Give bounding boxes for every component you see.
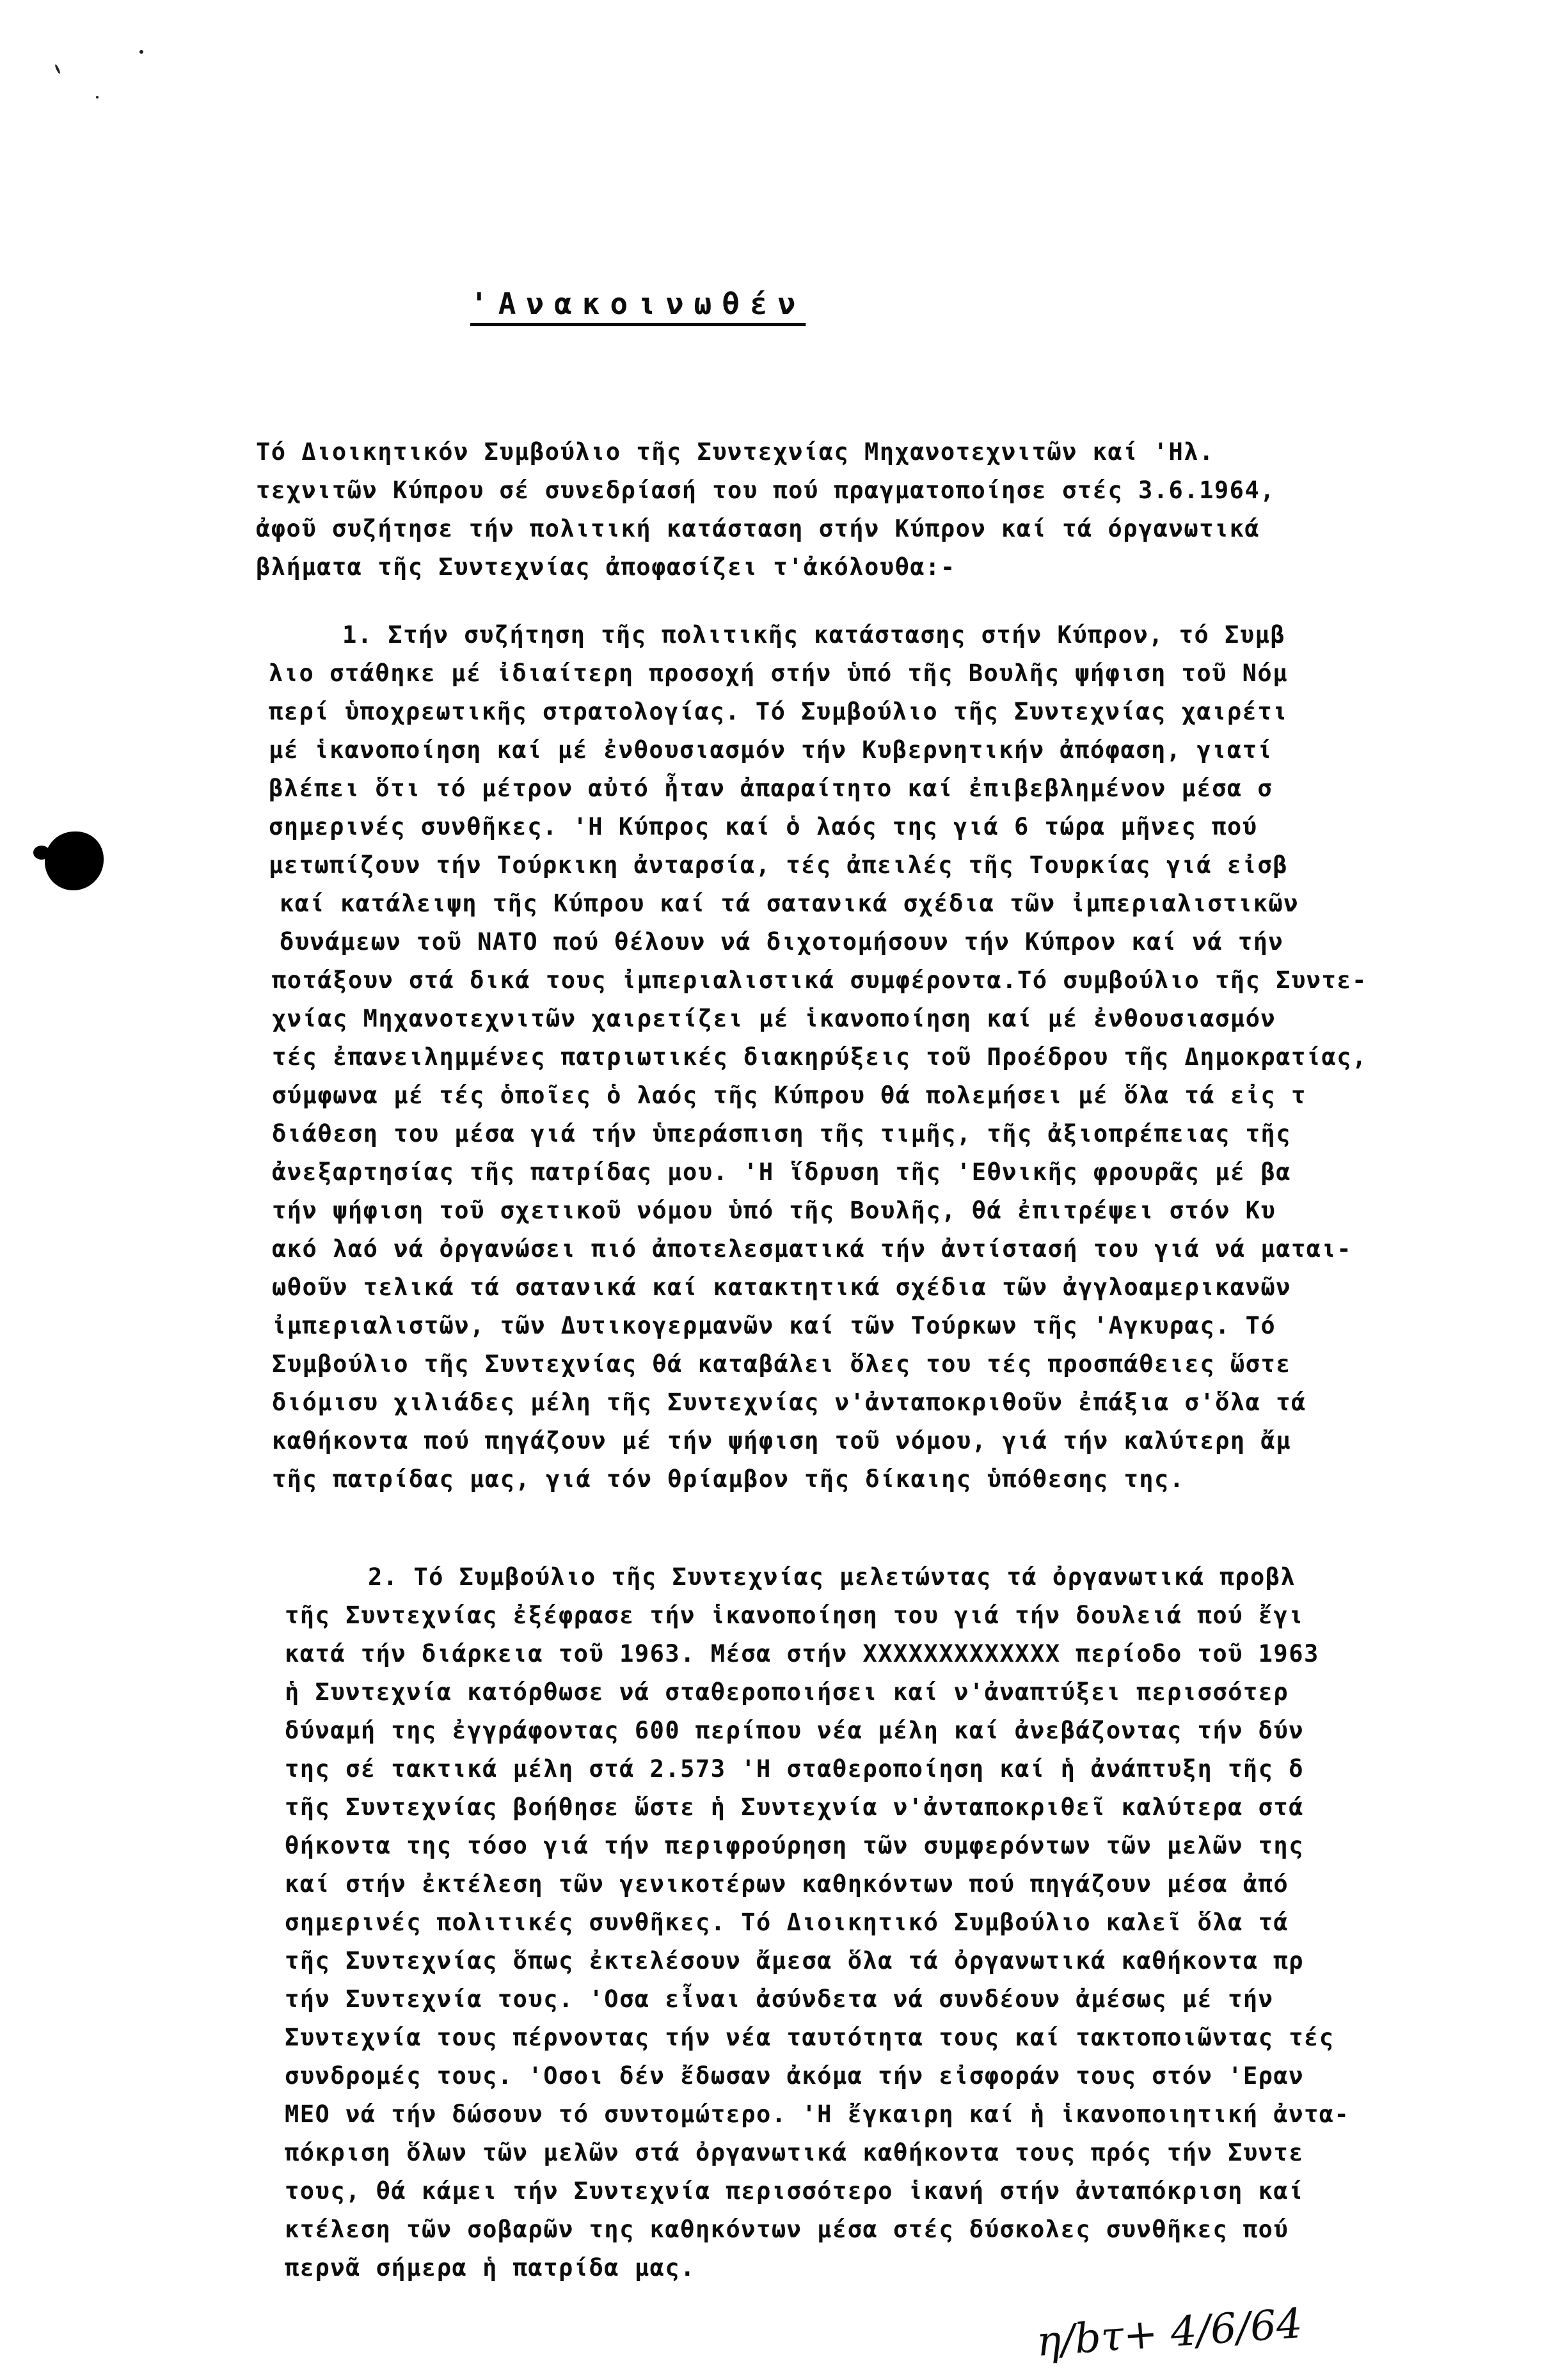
body-line: τεχνιτῶν Κύπρου σέ συνεδρίασή του πού πραγματοποίησε στές 3.6.1964, (256, 477, 1275, 504)
body-line: θήκοντα της τόσο γιά τήν περιφρούρηση τῶν συμφερόντων τῶν μελῶν της (285, 1832, 1304, 1859)
body-line: τῆς Συντεχνίας βοήθησε ὥστε ἡ Συντεχνία ν'ἀνταποκριθεῖ καλύτερα στά (285, 1793, 1304, 1821)
body-line: ἡ Συντεχνία κατόρθωσε νά σταθεροποιήσει καί ν'ἀναπτύξει περισσότερ (285, 1678, 1289, 1706)
body-line: ποτάξουν στά δικά τους ἰμπεριαλιστικά συμφέροντα.Τό συμβούλιο τῆς Συντε- (272, 966, 1367, 994)
body-line: περί ὑποχρεωτικῆς στρατολογίας. Τό Συμβούλιο τῆς Συντεχνίας χαιρέτι (269, 698, 1288, 725)
body-line: περνᾶ σήμερα ἡ πατρίδα μας. (285, 2254, 695, 2281)
body-line: κατά τήν διάρκεια τοῦ 1963. Μέσα στήν ΧΧΧΧΧΧΧΧΧΧΧΧΧ περίοδο τοῦ 1963 (285, 1640, 1319, 1667)
body-line: διάθεση του μέσα γιά τήν ὑπεράσπιση τῆς τιμῆς, τῆς ἀξιοπρέπειας τῆς (272, 1120, 1291, 1147)
body-line: Συντεχνία τους πέρνοντας τήν νέα ταυτότητα τους καί τακτοποιῶντας τές (285, 2024, 1335, 2051)
body-line: μετωπίζουν τήν Τούρκικη ἀνταρσία, τές ἀπειλές τῆς Τουρκίας γιά εἰσβ (269, 851, 1288, 879)
handwritten-annotation: η/bτ+ 4/6/64 (1035, 2300, 1304, 2366)
body-line: χνίας Μηχανοτεχνιτῶν χαιρετίζει μέ ἱκανοποίηση καί μέ ἐνθουσιασμόν (272, 1005, 1276, 1032)
body-line: Τό Διοικητικόν Συμβούλιο τῆς Συντεχνίας Μηχανοτεχνιτῶν καί 'Ηλ. (256, 438, 1214, 466)
body-line: τῆς Συντεχνίας ὅπως ἐκτελέσουν ἄμεσα ὅλα τά ὀργανωτικά καθήκοντα πρ (285, 1947, 1304, 1974)
body-line: συνδρομές τους. 'Οσοι δέν ἔδωσαν ἀκόμα τήν εἰσφοράν τους στόν 'Εραν (285, 2062, 1304, 2090)
body-line: 1. Στήν συζήτηση τῆς πολιτικῆς κατάστασης στήν Κύπρον, τό Συμβ (342, 621, 1286, 649)
body-line: κτέλεση τῶν σοβαρῶν της καθηκόντων μέσα στές δύσκολες συνθῆκες πού (285, 2216, 1289, 2243)
body-line: καί στήν ἐκτέλεση τῶν γενικοτέρων καθηκόντων πού πηγάζουν μέσα ἀπό (285, 1870, 1289, 1898)
body-line: τους, θά κάμει τήν Συντεχνία περισσότερο ἱκανή στήν ἀνταπόκριση καί (285, 2177, 1304, 2205)
body-line: ωθοῦν τελικά τά σατανικά καί κατακτητικά σχέδια τῶν ἀγγλοαμερικανῶν (272, 1273, 1291, 1301)
body-line: διόμισυ χιλιάδες μέλη τῆς Συντεχνίας ν'ἀνταποκριθοῦν ἐπάξια σ'ὅλα τά (272, 1389, 1307, 1416)
body-line: πόκριση ὅλων τῶν μελῶν στά ὀργανωτικά καθήκοντα τους πρός τήν Συντε (285, 2139, 1304, 2166)
body-line: καθήκοντα πού πηγάζουν μέ τήν ψήφιση τοῦ νόμου, γιά τήν καλύτερη ἄμ (272, 1427, 1291, 1454)
body-line: δύναμή της ἐγγράφοντας 600 περίπου νέα μέλη καί ἀνεβάζοντας τήν δύν (285, 1717, 1304, 1744)
body-line: ΜΕΟ νά τήν δώσουν τό συντομώτερο. 'Η ἔγκαιρη καί ἡ ἱκανοποιητική ἀντα- (285, 2100, 1350, 2128)
scan-speck (54, 64, 61, 74)
body-line: ἰμπεριαλιστῶν, τῶν Δυτικογερμανῶν καί τῶν Τούρκων τῆς 'Αγκυρας. Τό (272, 1312, 1276, 1339)
body-line: Συμβούλιο τῆς Συντεχνίας θά καταβάλει ὅλες του τές προσπάθειες ὥστε (272, 1350, 1291, 1378)
body-line: ακό λαό νά ὀργανώσει πιό ἀποτελεσματικά τήν ἀντίστασή του γιά νά μαται- (272, 1235, 1353, 1263)
body-line: σύμφωνα μέ τές ὁποῖες ὁ λαός τῆς Κύπρου θά πολεμήσει μέ ὅλα τά εἰς τ (272, 1082, 1307, 1109)
body-line: λιο στάθηκε μέ ἰδιαίτερη προσοχή στήν ὑπό τῆς Βουλῆς ψήφιση τοῦ Νόμ (269, 659, 1288, 687)
body-line: τῆς Συντεχνίας ἐξέφρασε τήν ἱκανοποίηση του γιά τήν δουλειά πού ἔγι (285, 1602, 1304, 1629)
body-line: της σέ τακτικά μέλη στά 2.573 'Η σταθεροποίηση καί ἡ ἀνάπτυξη τῆς δ (285, 1755, 1304, 1783)
body-line: ἀφοῦ συζήτησε τήν πολιτική κατάσταση στήν Κύπρον καί τά όργανωτικά (256, 515, 1260, 542)
ink-blot (45, 831, 104, 890)
body-line: καί κατάλειψη τῆς Κύπρου καί τά σατανικά σχέδια τῶν ἰμπεριαλιστικῶν (280, 890, 1299, 917)
body-line: μέ ἱκανοποίηση καί μέ ἐνθουσιασμόν τήν Κυβερνητικήν ἀπόφαση, γιατί (269, 736, 1273, 764)
body-line: 2. Τό Συμβούλιο τῆς Συντεχνίας μελετώντας τά ὀργανωτικά προβλ (368, 1563, 1296, 1591)
body-line: δυνάμεων τοῦ ΝΑΤΟ πού θέλουν νά διχοτομήσουν τήν Κύπρον καί νά τήν (280, 928, 1284, 956)
body-line: τῆς πατρίδας μας, γιά τόν θρίαμβον τῆς δίκαιης ὑπόθεσης της. (272, 1465, 1185, 1493)
body-line: τήν ψήφιση τοῦ σχετικοῦ νόμου ὑπό τῆς Βουλῆς, θά ἐπιτρέψει στόν Κυ (272, 1197, 1276, 1224)
body-line: τήν Συντεχνία τους. 'Οσα εἶναι ἀσύνδετα νά συνδέουν ἀμέσως μέ τήν (285, 1985, 1274, 2013)
scan-speck (96, 96, 99, 99)
body-line: σημερινές πολιτικές συνθῆκες. Τό Διοικητικό Συμβούλιο καλεῖ ὅλα τά (285, 1909, 1289, 1936)
scan-speck (139, 50, 143, 54)
body-line: σημερινές συνθῆκες. 'Η Κύπρος καί ὁ λαός της γιά 6 τώρα μῆνες πού (269, 813, 1258, 840)
body-line: βλέπει ὅτι τό μέτρον αὐτό ἦταν ἀπαραίτητο καί ἐπιβεβλημένον μέσα σ (269, 775, 1273, 802)
body-line: βλήματα τῆς Συντεχνίας ἀποφασίζει τ'ἀκόλουθα:- (256, 553, 956, 581)
body-line: ἀνεξαρτησίας τῆς πατρίδας μου. 'Η ἵδρυση τῆς 'Εθνικῆς φρουρᾶς μέ βα (272, 1158, 1291, 1186)
body-line: τές ἐπανειλημμένες πατριωτικές διακηρύξεις τοῦ Προέδρου τῆς Δημοκρατίας, (272, 1043, 1367, 1071)
document-title: 'Ανακοινωθέν (470, 287, 806, 321)
